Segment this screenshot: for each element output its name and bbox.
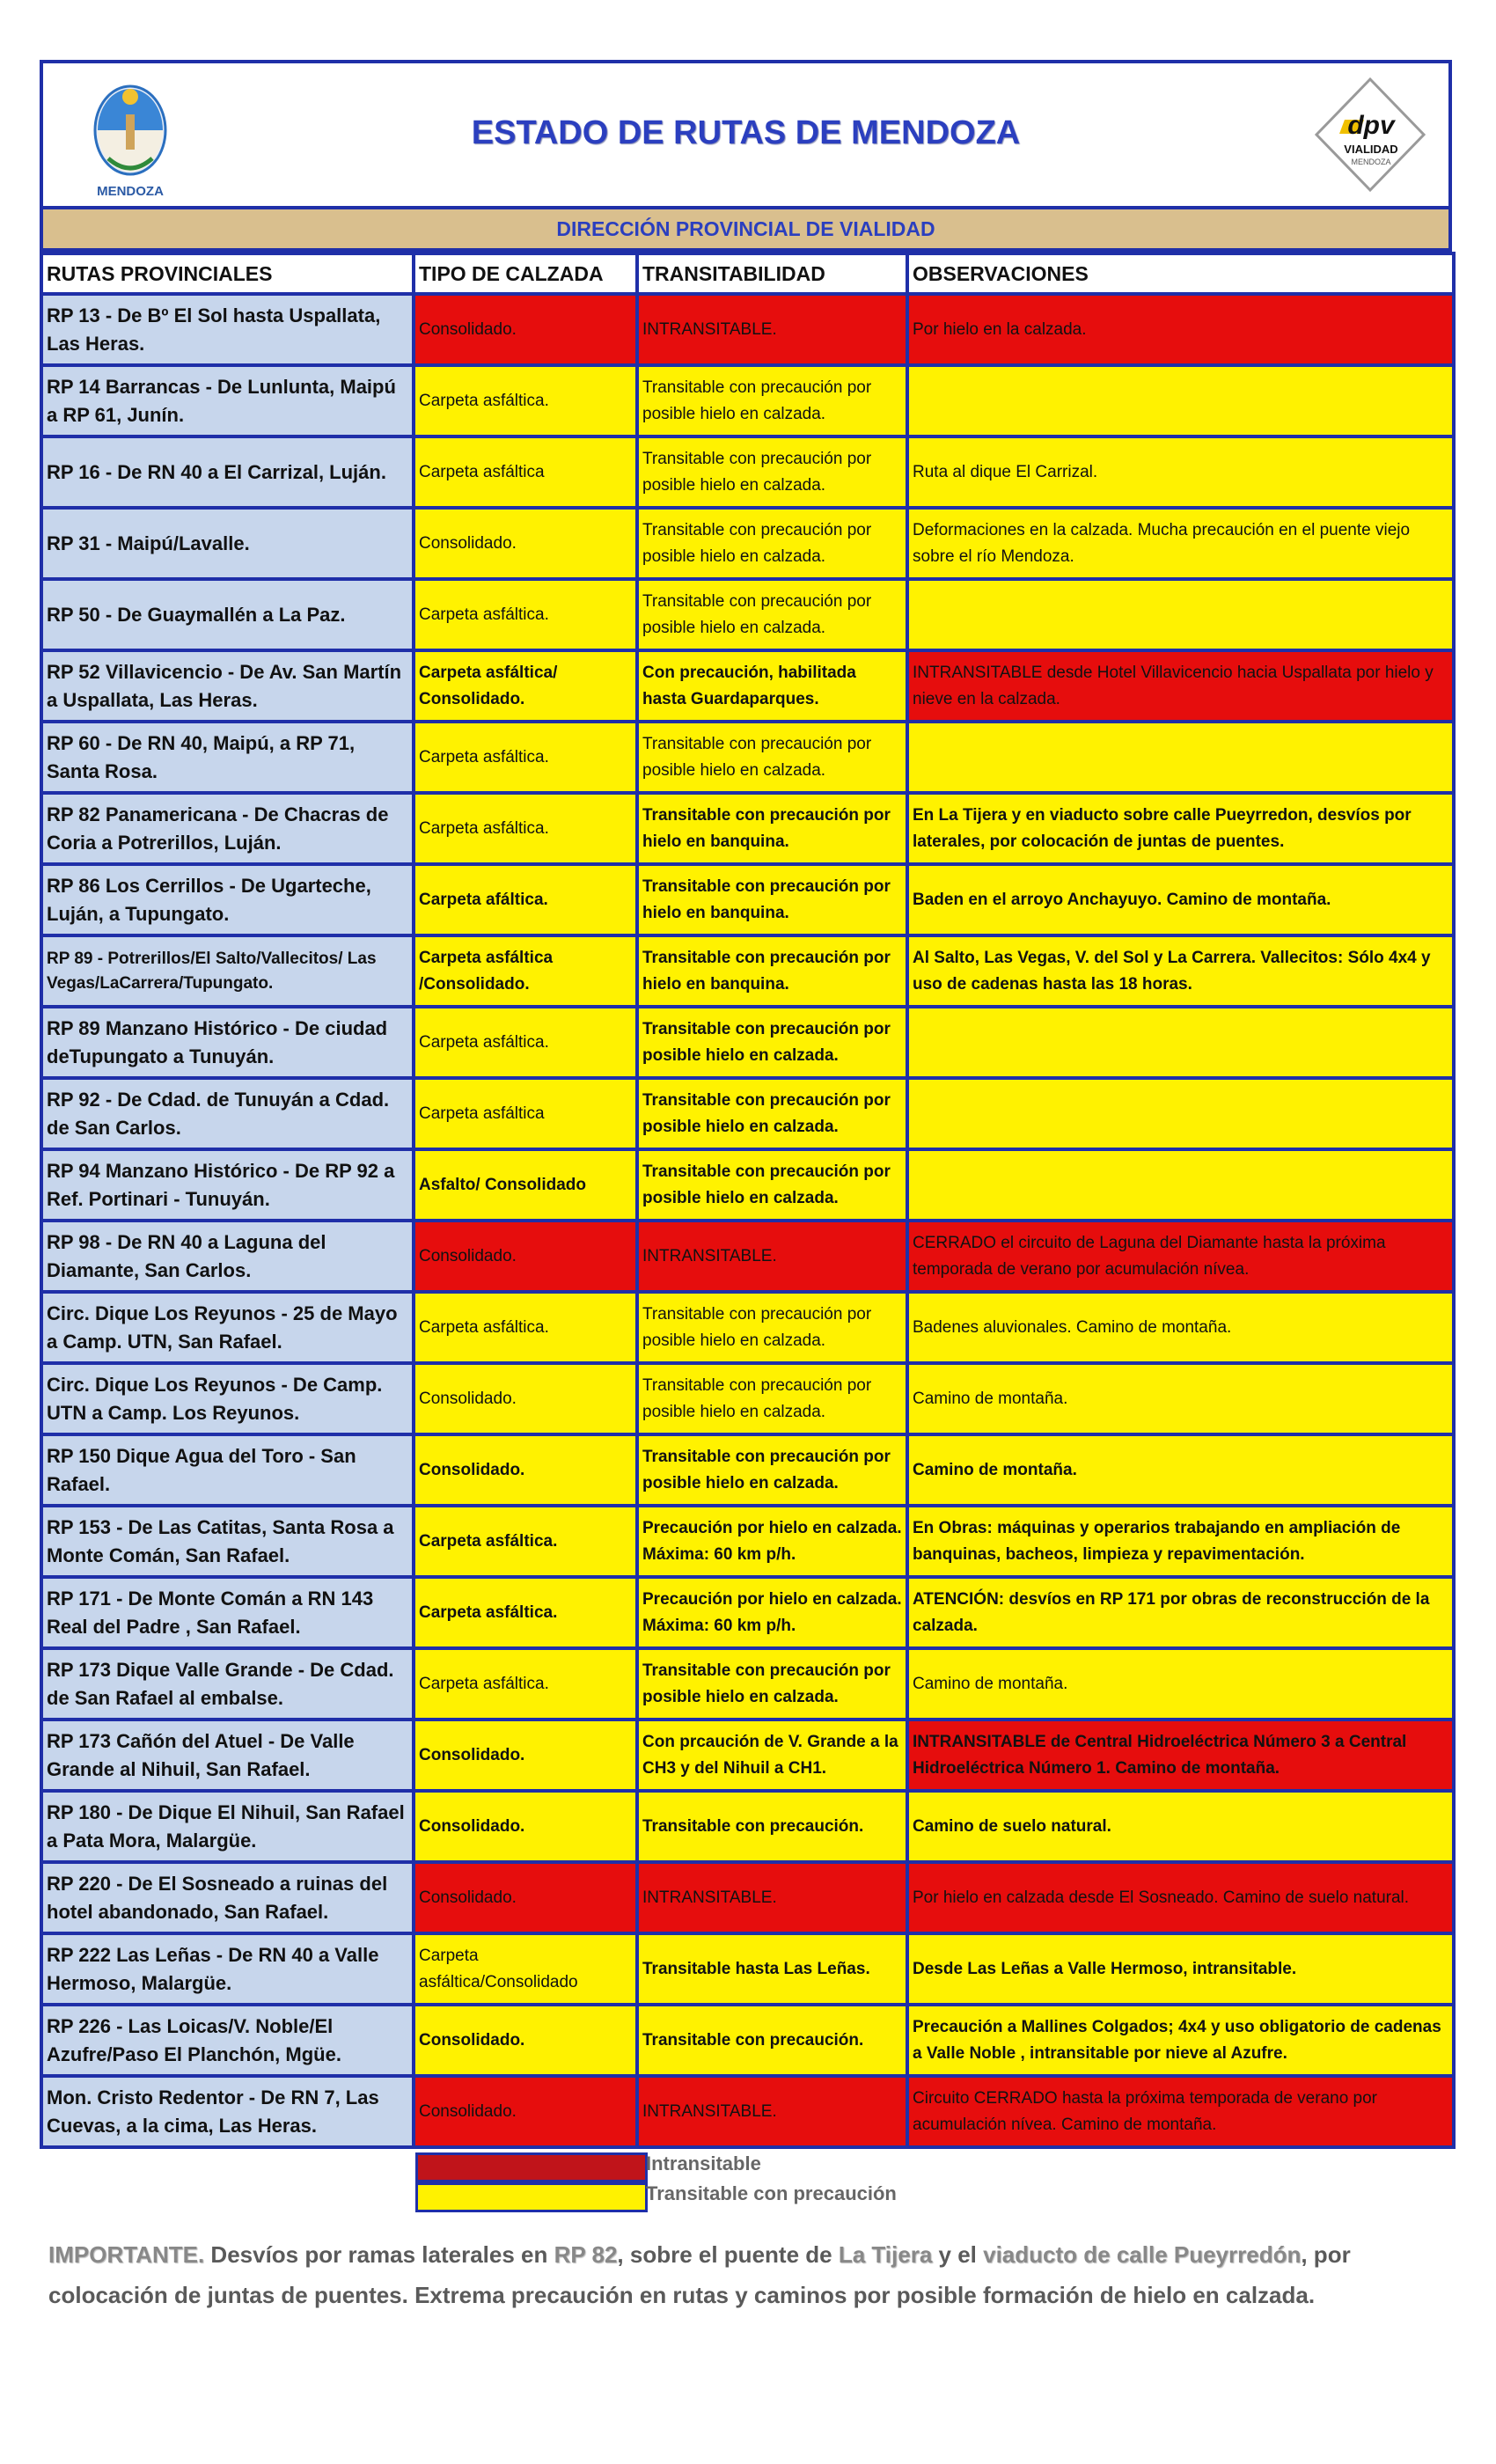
- legend-label: Intransitable: [646, 2152, 761, 2174]
- route-cell: RP 150 Dique Agua del Toro - San Rafael.: [41, 1434, 414, 1506]
- observations-cell: [907, 365, 1454, 436]
- observations-cell: Desde Las Leñas a Valle Hermoso, intransitable.: [907, 1933, 1454, 2005]
- surface-cell: Carpeta asfáltica/Consolidado: [414, 1933, 637, 2005]
- table-row: [41, 1862, 1454, 1933]
- route-cell: RP 222 Las Leñas - De RN 40 a Valle Hermoso, Malargüe.: [41, 1933, 414, 2005]
- observations-cell: [907, 722, 1454, 793]
- agency-subheader: DIRECCIÓN PROVINCIAL DE VIALIDAD: [40, 206, 1452, 252]
- vialidad-logo-label: VIALIDAD: [1344, 143, 1398, 156]
- route-cell: RP 220 - De El Sosneado a ruinas del hotel abandonado, San Rafael.: [41, 1862, 414, 1933]
- transit-cell: Transitable con precaución por posible hielo en calzada.: [637, 722, 907, 793]
- transit-cell: Transitable con precaución por hielo en banquina.: [637, 864, 907, 935]
- note-text: Desvíos por ramas laterales en: [204, 2241, 554, 2268]
- transit-cell: Transitable con precaución por posible hielo en calzada.: [637, 579, 907, 650]
- route-cell: RP 92 - De Cdad. de Tunuyán a Cdad. de San Carlos.: [41, 1078, 414, 1149]
- transit-cell: Transitable con precaución por posible hielo en calzada.: [637, 1078, 907, 1149]
- route-cell: RP 153 - De Las Catitas, Santa Rosa a Monte Comán, San Rafael.: [41, 1506, 414, 1577]
- transit-cell: Con prcaución de V. Grande a la CH3 y del Nihuil a CH1.: [637, 1720, 907, 1791]
- transit-cell: INTRANSITABLE.: [637, 1221, 907, 1292]
- column-header-observations: OBSERVACIONES: [907, 253, 1454, 294]
- column-header-route: RUTAS PROVINCIALES: [41, 253, 414, 294]
- table-row: [41, 1577, 1454, 1648]
- surface-cell: Carpeta asfáltica.: [414, 1577, 637, 1648]
- route-cell: RP 31 - Maipú/Lavalle.: [41, 508, 414, 579]
- transit-cell: Transitable con precaución por posible hielo en calzada.: [637, 365, 907, 436]
- observations-cell: Por hielo en calzada desde El Sosneado. Camino de suelo natural.: [907, 1862, 1454, 1933]
- surface-cell: Consolidado.: [414, 294, 637, 365]
- transit-cell: Transitable con precaución por posible hielo en calzada.: [637, 1007, 907, 1078]
- route-cell: RP 52 Villavicencio - De Av. San Martín a Uspallata, Las Heras.: [41, 650, 414, 722]
- observations-cell: Camino de montaña.: [907, 1648, 1454, 1720]
- surface-cell: Carpeta asfáltica.: [414, 722, 637, 793]
- table-row: [41, 365, 1454, 436]
- note-keyword: La Tijera: [838, 2241, 933, 2268]
- transit-cell: INTRANSITABLE.: [637, 2076, 907, 2147]
- road-status-table: [40, 252, 1456, 2149]
- route-cell: RP 171 - De Monte Comán a RN 143 Real del Padre , San Rafael.: [41, 1577, 414, 1648]
- surface-cell: Consolidado.: [414, 1221, 637, 1292]
- observations-cell: Por hielo en la calzada.: [907, 294, 1454, 365]
- observations-cell: [907, 1078, 1454, 1149]
- observations-cell: Baden en el arroyo Anchayuyo. Camino de montaña.: [907, 864, 1454, 935]
- route-cell: RP 82 Panamericana - De Chacras de Coria a Potrerillos, Luján.: [41, 793, 414, 864]
- transit-cell: Transitable con precaución por posible hielo en calzada.: [637, 1363, 907, 1434]
- table-row: [41, 1933, 1454, 2005]
- observations-cell: INTRANSITABLE de Central Hidroeléctrica Número 3 a Central Hidroeléctrica Número 1. Camino de montaña.: [907, 1720, 1454, 1791]
- table-header-row: [41, 253, 1454, 294]
- route-cell: RP 89 Manzano Histórico - De ciudad deTupungato a Tunuyán.: [41, 1007, 414, 1078]
- note-keyword: viaducto de calle Pueyrredón: [983, 2241, 1302, 2268]
- transit-cell: Precaución por hielo en calzada. Máxima: 60 km p/h.: [637, 1506, 907, 1577]
- observations-cell: Camino de suelo natural.: [907, 1791, 1454, 1862]
- note-text: , por colocación de juntas de puentes. Extrema precaución en rutas y caminos por posible formación de hielo en calzada.: [48, 2241, 1351, 2308]
- road-status-report: [40, 60, 1452, 2149]
- note-text: y el: [932, 2241, 984, 2268]
- route-cell: RP 180 - De Dique El Nihuil, San Rafael a Pata Mora, Malargüe.: [41, 1791, 414, 1862]
- column-header-surface: TIPO DE CALZADA: [414, 253, 637, 294]
- table-row: [41, 1434, 1454, 1506]
- transit-cell: Transitable con precaución por hielo en banquina.: [637, 793, 907, 864]
- table-row: [41, 508, 1454, 579]
- transit-cell: Transitable con precaución por posible hielo en calzada.: [637, 1434, 907, 1506]
- surface-cell: Consolidado.: [414, 1363, 637, 1434]
- table-row: [41, 935, 1454, 1007]
- surface-cell: Consolidado.: [414, 1791, 637, 1862]
- legend-swatch-intransitable: [415, 2152, 648, 2182]
- transit-cell: INTRANSITABLE.: [637, 1862, 907, 1933]
- transit-cell: Transitable con precaución por posible hielo en calzada.: [637, 436, 907, 508]
- surface-cell: Carpeta asfáltica.: [414, 579, 637, 650]
- observations-cell: CERRADO el circuito de Laguna del Diamante hasta la próxima temporada de verano por acumulación nívea.: [907, 1221, 1454, 1292]
- surface-cell: Consolidado.: [414, 1862, 637, 1933]
- route-cell: Mon. Cristo Redentor - De RN 7, Las Cuevas, a la cima, Las Heras.: [41, 2076, 414, 2147]
- important-note: [48, 2235, 1421, 2315]
- observations-cell: [907, 1007, 1454, 1078]
- table-row: [41, 1506, 1454, 1577]
- route-cell: RP 86 Los Cerrillos - De Ugarteche, Luján, a Tupungato.: [41, 864, 414, 935]
- table-row: [41, 1007, 1454, 1078]
- transit-cell: Transitable con precaución por posible hielo en calzada.: [637, 508, 907, 579]
- table-row: [41, 436, 1454, 508]
- legend-label: Transitable con precaución: [646, 2182, 897, 2204]
- surface-cell: Asfalto/ Consolidado: [414, 1149, 637, 1221]
- table-row: [41, 1292, 1454, 1363]
- observations-cell: INTRANSITABLE desde Hotel Villavicencio hacia Uspallata por hielo y nieve en la calzada.: [907, 650, 1454, 722]
- observations-cell: Camino de montaña.: [907, 1363, 1454, 1434]
- transit-cell: Con precaución, habilitada hasta Guardaparques.: [637, 650, 907, 722]
- transit-cell: Transitable con precaución por posible hielo en calzada.: [637, 1292, 907, 1363]
- transit-cell: INTRANSITABLE.: [637, 294, 907, 365]
- observations-cell: Al Salto, Las Vegas, V. del Sol y La Carrera. Vallecitos: Sólo 4x4 y uso de cadenas hasta las 18 horas.: [907, 935, 1454, 1007]
- table-row: [41, 793, 1454, 864]
- route-cell: RP 94 Manzano Histórico - De RP 92 a Ref. Portinari - Tunuyán.: [41, 1149, 414, 1221]
- table-row: [41, 1078, 1454, 1149]
- table-row: [41, 864, 1454, 935]
- surface-cell: Consolidado.: [414, 508, 637, 579]
- observations-cell: Precaución a Mallines Colgados; 4x4 y uso obligatorio de cadenas a Valle Noble , intransitable por nieve al Azufre.: [907, 2005, 1454, 2076]
- observations-cell: [907, 579, 1454, 650]
- vialidad-logo-icon: [1313, 76, 1427, 194]
- route-cell: Circ. Dique Los Reyunos - 25 de Mayo a Camp. UTN, San Rafael.: [41, 1292, 414, 1363]
- surface-cell: Carpeta asfáltica /Consolidado.: [414, 935, 637, 1007]
- transit-cell: Precaución por hielo en calzada. Máxima: 60 km p/h.: [637, 1577, 907, 1648]
- transit-cell: Transitable con precaución por hielo en banquina.: [637, 935, 907, 1007]
- surface-cell: Carpeta asfáltica: [414, 436, 637, 508]
- observations-cell: En Obras: máquinas y operarios trabajando en ampliación de banquinas, bacheos, limpieza y repavimentación.: [907, 1506, 1454, 1577]
- observations-cell: ATENCIÓN: desvíos en RP 171 por obras de reconstrucción de la calzada.: [907, 1577, 1454, 1648]
- route-cell: RP 89 - Potrerillos/El Salto/Vallecitos/ Las Vegas/LaCarrera/Tupungato.: [41, 935, 414, 1007]
- surface-cell: Consolidado.: [414, 1434, 637, 1506]
- observations-cell: [907, 1149, 1454, 1221]
- transit-cell: Transitable con precaución por posible hielo en calzada.: [637, 1149, 907, 1221]
- route-cell: RP 16 - De RN 40 a El Carrizal, Luján.: [41, 436, 414, 508]
- surface-cell: Carpeta asfáltica.: [414, 1506, 637, 1577]
- table-row: [41, 579, 1454, 650]
- surface-cell: Carpeta asfáltica.: [414, 793, 637, 864]
- observations-cell: Deformaciones en la calzada. Mucha precaución en el puente viejo sobre el río Mendoza.: [907, 508, 1454, 579]
- surface-cell: Consolidado.: [414, 2005, 637, 2076]
- transit-cell: Transitable con precaución.: [637, 2005, 907, 2076]
- route-cell: RP 60 - De RN 40, Maipú, a RP 71, Santa Rosa.: [41, 722, 414, 793]
- route-cell: RP 13 - De Bº El Sol hasta Uspallata, Las Heras.: [41, 294, 414, 365]
- observations-cell: En La Tijera y en viaducto sobre calle Pueyrredon, desvíos por laterales, por colocación de juntas de puentes.: [907, 793, 1454, 864]
- table-row: [41, 1791, 1454, 1862]
- transit-cell: Transitable con precaución por posible hielo en calzada.: [637, 1648, 907, 1720]
- table-row: [41, 1149, 1454, 1221]
- note-text: , sobre el puente de: [617, 2241, 839, 2268]
- mendoza-logo-label: MENDOZA: [97, 184, 164, 199]
- surface-cell: Carpeta asfáltica.: [414, 1007, 637, 1078]
- surface-cell: Carpeta asfáltica: [414, 1078, 637, 1149]
- observations-cell: Camino de montaña.: [907, 1434, 1454, 1506]
- transit-cell: Transitable hasta Las Leñas.: [637, 1933, 907, 2005]
- route-cell: RP 173 Cañón del Atuel - De Valle Grande al Nihuil, San Rafael.: [41, 1720, 414, 1791]
- legend-swatch-precaution: [415, 2182, 648, 2212]
- table-row: [41, 1720, 1454, 1791]
- surface-cell: Consolidado.: [414, 1720, 637, 1791]
- route-cell: RP 14 Barrancas - De Lunlunta, Maipú a RP 61, Junín.: [41, 365, 414, 436]
- surface-cell: Carpeta asfáltica.: [414, 1648, 637, 1720]
- note-lead: IMPORTANTE.: [48, 2241, 205, 2268]
- surface-cell: Consolidado.: [414, 2076, 637, 2147]
- route-cell: Circ. Dique Los Reyunos - De Camp. UTN a Camp. Los Reyunos.: [41, 1363, 414, 1434]
- route-cell: RP 173 Dique Valle Grande - De Cdad. de San Rafael al embalse.: [41, 1648, 414, 1720]
- table-row: [41, 1363, 1454, 1434]
- vialidad-logo-sublabel: MENDOZA: [1351, 158, 1391, 166]
- route-cell: RP 226 - Las Loicas/V. Noble/El Azufre/Paso El Planchón, Mgüe.: [41, 2005, 414, 2076]
- route-cell: RP 50 - De Guaymallén a La Paz.: [41, 579, 414, 650]
- vialidad-logo-mark: dpv: [1347, 111, 1395, 140]
- table-row: [41, 1648, 1454, 1720]
- observations-cell: Ruta al dique El Carrizal.: [907, 436, 1454, 508]
- report-header: [40, 60, 1452, 206]
- table-row: [41, 1221, 1454, 1292]
- note-keyword: RP 82: [554, 2241, 618, 2268]
- transit-cell: Transitable con precaución.: [637, 1791, 907, 1862]
- table-row: [41, 294, 1454, 365]
- table-row: [41, 2005, 1454, 2076]
- surface-cell: Carpeta asfáltica.: [414, 365, 637, 436]
- table-row: [41, 722, 1454, 793]
- table-row: [41, 650, 1454, 722]
- observations-cell: Badenes aluvionales. Camino de montaña.: [907, 1292, 1454, 1363]
- observations-cell: Circuito CERRADO hasta la próxima temporada de verano por acumulación nívea. Camino de montaña.: [907, 2076, 1454, 2147]
- column-header-transit: TRANSITABILIDAD: [637, 253, 907, 294]
- page-title: ESTADO DE RUTAS DE MENDOZA: [471, 114, 1021, 151]
- surface-cell: Carpeta afáltica.: [414, 864, 637, 935]
- table-row: [41, 2076, 1454, 2147]
- surface-cell: Carpeta asfáltica/ Consolidado.: [414, 650, 637, 722]
- surface-cell: Carpeta asfáltica.: [414, 1292, 637, 1363]
- route-cell: RP 98 - De RN 40 a Laguna del Diamante, San Carlos.: [41, 1221, 414, 1292]
